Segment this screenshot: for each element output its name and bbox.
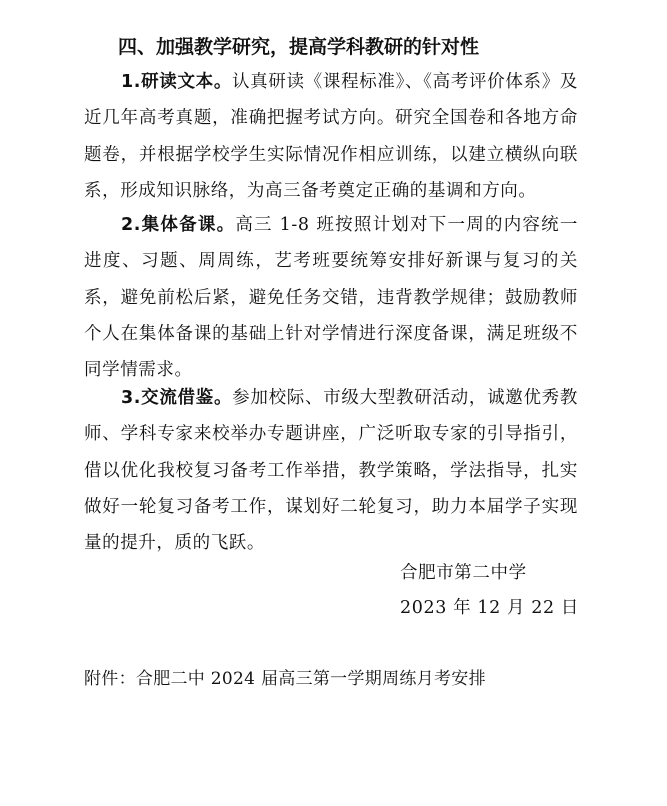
item-lead: 1.研读文本。 bbox=[121, 72, 232, 92]
section-heading: 四、加强教学研究，提高学科教研的针对性 bbox=[118, 36, 480, 58]
item-text: 高三 1-8 班按照计划对下一周的内容统一进度、习题、周周练，艺考班要统筹安排好新课与复习的关系，避免前松后紧，避免任务交错，违背教学规律；鼓励教师个人在集体备课的基础上针对学情进行深度备课，满足班级不同学情需求。 bbox=[84, 215, 578, 381]
item-lead: 2.集体备课。 bbox=[121, 215, 236, 235]
signature-date: 2023 年 12 月 22 日 bbox=[400, 598, 579, 618]
attachment-note: 附件：合肥二中 2024 届高三第一学期周练月考安排 bbox=[84, 669, 486, 689]
item-text: 参加校际、市级大型教研活动，诚邀优秀教师、学科专家来校举办专题讲座，广泛听取专家的引导指引，借以优化我校复习备考工作举措，教学策略，学法指导，扎实做好一轮复习备考工作，谋划好二轮复习，助力本届学子实现量的提升，质的飞跃。 bbox=[84, 388, 578, 554]
paragraph-study-texts bbox=[84, 64, 578, 209]
paragraph-collective-lesson-prep bbox=[84, 207, 578, 388]
signature-organization: 合肥市第二中学 bbox=[400, 563, 527, 583]
paragraph-exchange-learning bbox=[84, 380, 578, 561]
item-text: 认真研读《课程标准》、《高考评价体系》及近几年高考真题，准确把握考试方向。研究全国卷和各地方命题卷，并根据学校学生实际情况作相应训练，以建立横纵向联系，形成知识脉络，为高三备考奠定正确的基调和方向。 bbox=[84, 72, 578, 201]
item-lead: 3.交流借鉴。 bbox=[121, 388, 233, 408]
